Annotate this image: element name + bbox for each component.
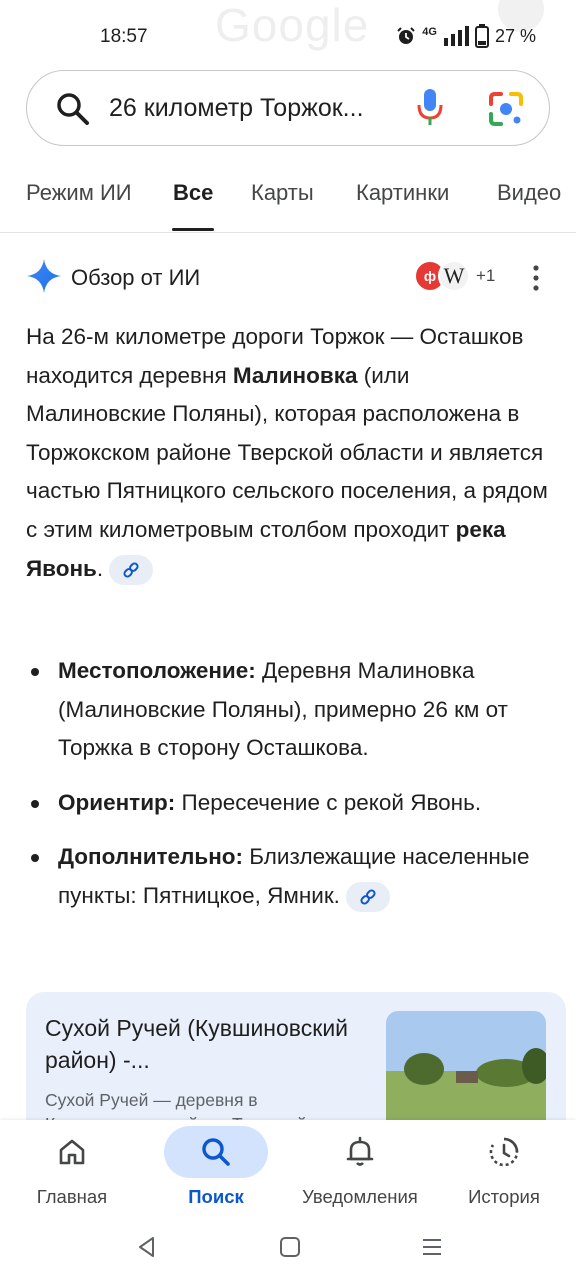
link-icon xyxy=(359,888,377,906)
nav-pill xyxy=(20,1126,124,1178)
list-item xyxy=(26,784,556,823)
search-bar[interactable] xyxy=(26,70,550,146)
paragraph-text: . xyxy=(96,555,104,581)
status-icons xyxy=(396,24,536,48)
ai-overview-header xyxy=(26,256,550,300)
paragraph-bold: Малиновка xyxy=(232,362,358,388)
paragraph-text: На 26-м километре дороги Торжок — Осташков находится деревня xyxy=(26,324,524,388)
home-icon xyxy=(57,1137,87,1167)
list-item xyxy=(26,652,556,768)
tab-images[interactable]: Картинки xyxy=(356,180,450,205)
search-icon xyxy=(55,91,91,127)
mic-icon[interactable] xyxy=(415,87,445,129)
paragraph-bold: река Явонь xyxy=(26,516,506,581)
bell-icon xyxy=(345,1136,375,1168)
status-bar xyxy=(0,0,576,70)
search-tabs xyxy=(0,170,576,234)
tab-all[interactable]: Все xyxy=(173,180,214,205)
ai-sources[interactable] xyxy=(414,260,495,292)
bullet-label: Дополнительно: xyxy=(58,844,244,870)
link-icon xyxy=(122,561,140,579)
paragraph-text: (или Малиновские Поляны), которая расположена в Торжокском районе Тверской области и является частью Пятницкого сельского поселения, а рядом с этим километровым столбом проходит xyxy=(26,362,548,542)
search-icon xyxy=(200,1136,232,1168)
citation-link-chip[interactable] xyxy=(109,555,153,585)
history-icon xyxy=(487,1135,521,1169)
signal-icon xyxy=(443,26,469,46)
bottom-navigation xyxy=(0,1120,576,1222)
nav-notifications[interactable] xyxy=(296,1120,424,1222)
nav-pill xyxy=(452,1126,556,1178)
tab-videos[interactable]: Видео xyxy=(497,180,562,205)
bullet-label: Местоположение: xyxy=(58,658,256,683)
network-type: 4G xyxy=(422,26,437,38)
tabs-divider xyxy=(0,232,576,233)
recents-icon[interactable] xyxy=(419,1234,445,1260)
system-navigation-bar xyxy=(0,1222,576,1280)
tab-ai-mode[interactable]: Режим ИИ xyxy=(26,180,132,205)
battery-icon xyxy=(475,24,489,48)
ai-overview-title: Обзор от ИИ xyxy=(71,265,201,290)
status-time: 18:57 xyxy=(100,26,148,47)
nav-label: Уведомления xyxy=(302,1186,418,1207)
nav-search[interactable] xyxy=(164,1120,268,1222)
citation-link-chip[interactable] xyxy=(346,882,390,912)
back-icon[interactable] xyxy=(134,1234,160,1260)
nav-history[interactable] xyxy=(452,1120,556,1222)
nav-pill-active xyxy=(164,1126,268,1178)
ai-overview-paragraph xyxy=(26,318,548,588)
wikipedia-icon: W xyxy=(438,260,470,292)
ai-overview-bullets xyxy=(26,652,556,932)
more-options-icon[interactable] xyxy=(526,264,546,292)
bullet-label: Ориентир: xyxy=(58,789,176,815)
search-input[interactable]: 26 километр Торжок... xyxy=(109,94,364,122)
nav-label: Главная xyxy=(36,1186,108,1207)
ai-sparkle-icon xyxy=(26,258,62,294)
list-item xyxy=(26,838,556,915)
bullet-text: Деревня Малиновка (Малиновские Поляны), примерно 26 км от Торжка в сторону Осташкова. xyxy=(58,658,508,761)
tab-maps[interactable]: Карты xyxy=(251,180,314,205)
battery-level: 27 % xyxy=(494,25,536,46)
lens-icon[interactable] xyxy=(487,90,525,128)
google-logo-faded: Google xyxy=(215,0,370,51)
bullet-text: Близлежащие населенные пункты: Пятницкое, Ямник. xyxy=(58,844,530,908)
card-title[interactable]: Сухой Ручей (Кувшиновский район) -... xyxy=(45,1015,349,1073)
nav-label: История xyxy=(468,1186,540,1207)
home-button-icon[interactable] xyxy=(277,1234,303,1260)
bullet-text: Пересечение с рекой Явонь. xyxy=(175,789,482,815)
alarm-icon xyxy=(396,26,416,46)
nav-label: Поиск xyxy=(188,1186,244,1207)
nav-pill xyxy=(308,1126,412,1178)
card-snippet: Сухой Ручей — деревня в xyxy=(45,1090,258,1110)
source-favicon: ф xyxy=(414,260,446,292)
sources-more-count: +1 xyxy=(476,266,496,285)
active-tab-indicator xyxy=(172,228,214,231)
nav-home[interactable] xyxy=(20,1120,124,1222)
